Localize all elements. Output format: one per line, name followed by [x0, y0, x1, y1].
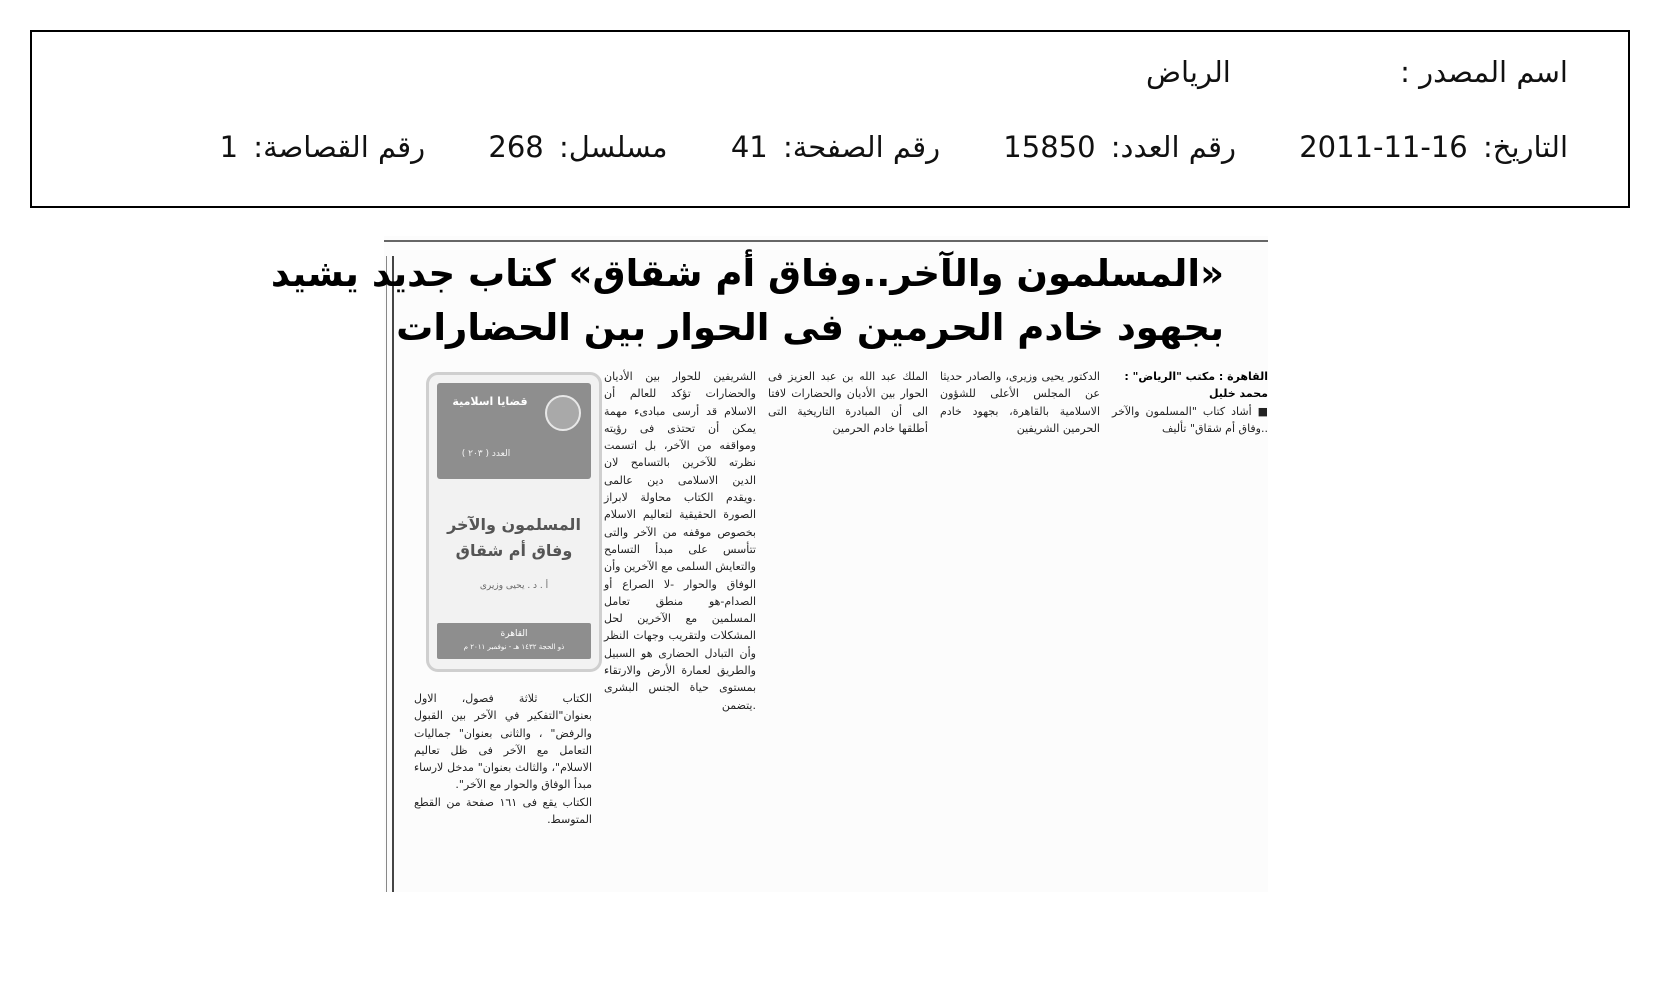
date-value: 2011-11-16	[1299, 130, 1468, 164]
cover-top-band	[437, 383, 591, 479]
cover-title-line2: وفاق أم شقاق	[455, 541, 573, 560]
page-value: 41	[730, 130, 768, 164]
source-row	[1146, 52, 1568, 92]
headline-line1: «المسلمون والآخر..وفاق أم شقاق» كتاب جديد يشيد	[270, 252, 1224, 295]
serial-value: 268	[488, 130, 544, 164]
left-rule-thin	[386, 256, 387, 892]
cover-issue: العدد ( ٢٠٣ )	[461, 449, 511, 459]
byline-author: محمد خليل	[1208, 387, 1268, 401]
cover-author: أ . د . يحيى وزيرى	[479, 581, 549, 591]
cover-date: ذو الحجة ١٤٣٢ هـ - نوفمبر ٢٠١١ م	[463, 643, 565, 651]
clip-value: 1	[219, 130, 239, 164]
column-5-text: الكتاب ثلاثة فصول، الاول بعنوان"التفكير في الآخر بين القبول والرفض" ، والثانى بعنوان" جماليات التعامل مع الآخر فى ظل تعاليم الاسلام"، والثالث بعنوان" مدخل لارساء مبدأ الوفاق والحوار مع الآخر".	[414, 692, 592, 792]
book-cover-image	[426, 372, 602, 672]
issue-value: 15850	[1003, 130, 1096, 164]
cover-bottom-band	[437, 623, 591, 659]
council-logo-icon	[545, 395, 581, 431]
column-1-text: ■ أشاد كتاب "المسلمون والآخر ..وفاق أم شقاق" تأليف	[1112, 404, 1268, 435]
headline-line2: بجهود خادم الحرمين فى الحوار بين الحضارات	[396, 306, 1224, 349]
page-label: رقم الصفحة:	[782, 130, 941, 164]
source-value: الرياض	[1146, 55, 1231, 89]
clip-label: رقم القصاصة:	[253, 130, 426, 164]
source-info-box	[30, 30, 1630, 208]
article-column-4: الشريفين للحوار بين الأديان والحضارات تؤكد للعالم أن الاسلام قد أرسى مبادىء مهمة يمكن أن تحتذى فى رؤيته ومواقفه من الآخر، بل اتسمت نظرته للآخرين بالتسامح لان الدين الاسلامى دين عالمى .ويقدم الكتاب محاولة لابراز الصورة الحقيقية لتعاليم الاسلام بخصوص موقفه من الآخر والتى تتأسس على مبدأ التسامح والتعايش السلمى مع الآخرين وأن الوفاق والحوار -لا الصراع أو الصدام-هو منطق تعامل المسلمين مع الآخرين لحل المشكلات ولتقريب وجهات النظر وأن التبادل الحضارى هو السبيل والطريق لعمارة الأرض والارتقاء بمستوى حياة الجنس البشرى .يتضمن	[604, 370, 756, 712]
article-column-5	[414, 690, 592, 828]
top-rule	[384, 240, 1268, 242]
article-column-2: الدكتور يحيى وزيرى، والصادر حديثا عن المجلس الأعلى للشؤون الاسلامية بالقاهرة، بجهود خادم الحرمين الشريفين	[940, 370, 1100, 435]
article-column-3: الملك عبد الله بن عبد العزيز فى الحوار بين الأديان والحضارات لافتا الى أن المبادرة التاريخية التى أطلقها خادم الحرمين	[768, 370, 928, 435]
byline-office: القاهرة : مكتب "الرياض" :	[1124, 370, 1268, 383]
metadata-row	[220, 127, 1568, 167]
column-5-text-2: الكتاب يقع فى ١٦١ صفحة من القطع المتوسط.	[414, 795, 592, 827]
date-label: التاريخ:	[1482, 130, 1568, 164]
cover-city: القاهرة	[500, 629, 528, 639]
newspaper-clipping	[270, 236, 1268, 892]
article-column-1	[1112, 368, 1268, 437]
serial-label: مسلسل:	[558, 130, 668, 164]
issue-label: رقم العدد:	[1110, 130, 1236, 164]
cover-series: قضايا اسلامية	[452, 395, 528, 408]
left-rule	[392, 256, 394, 892]
source-label: اسم المصدر :	[1400, 55, 1568, 89]
cover-title-line1: المسلمون والآخر	[447, 515, 581, 534]
